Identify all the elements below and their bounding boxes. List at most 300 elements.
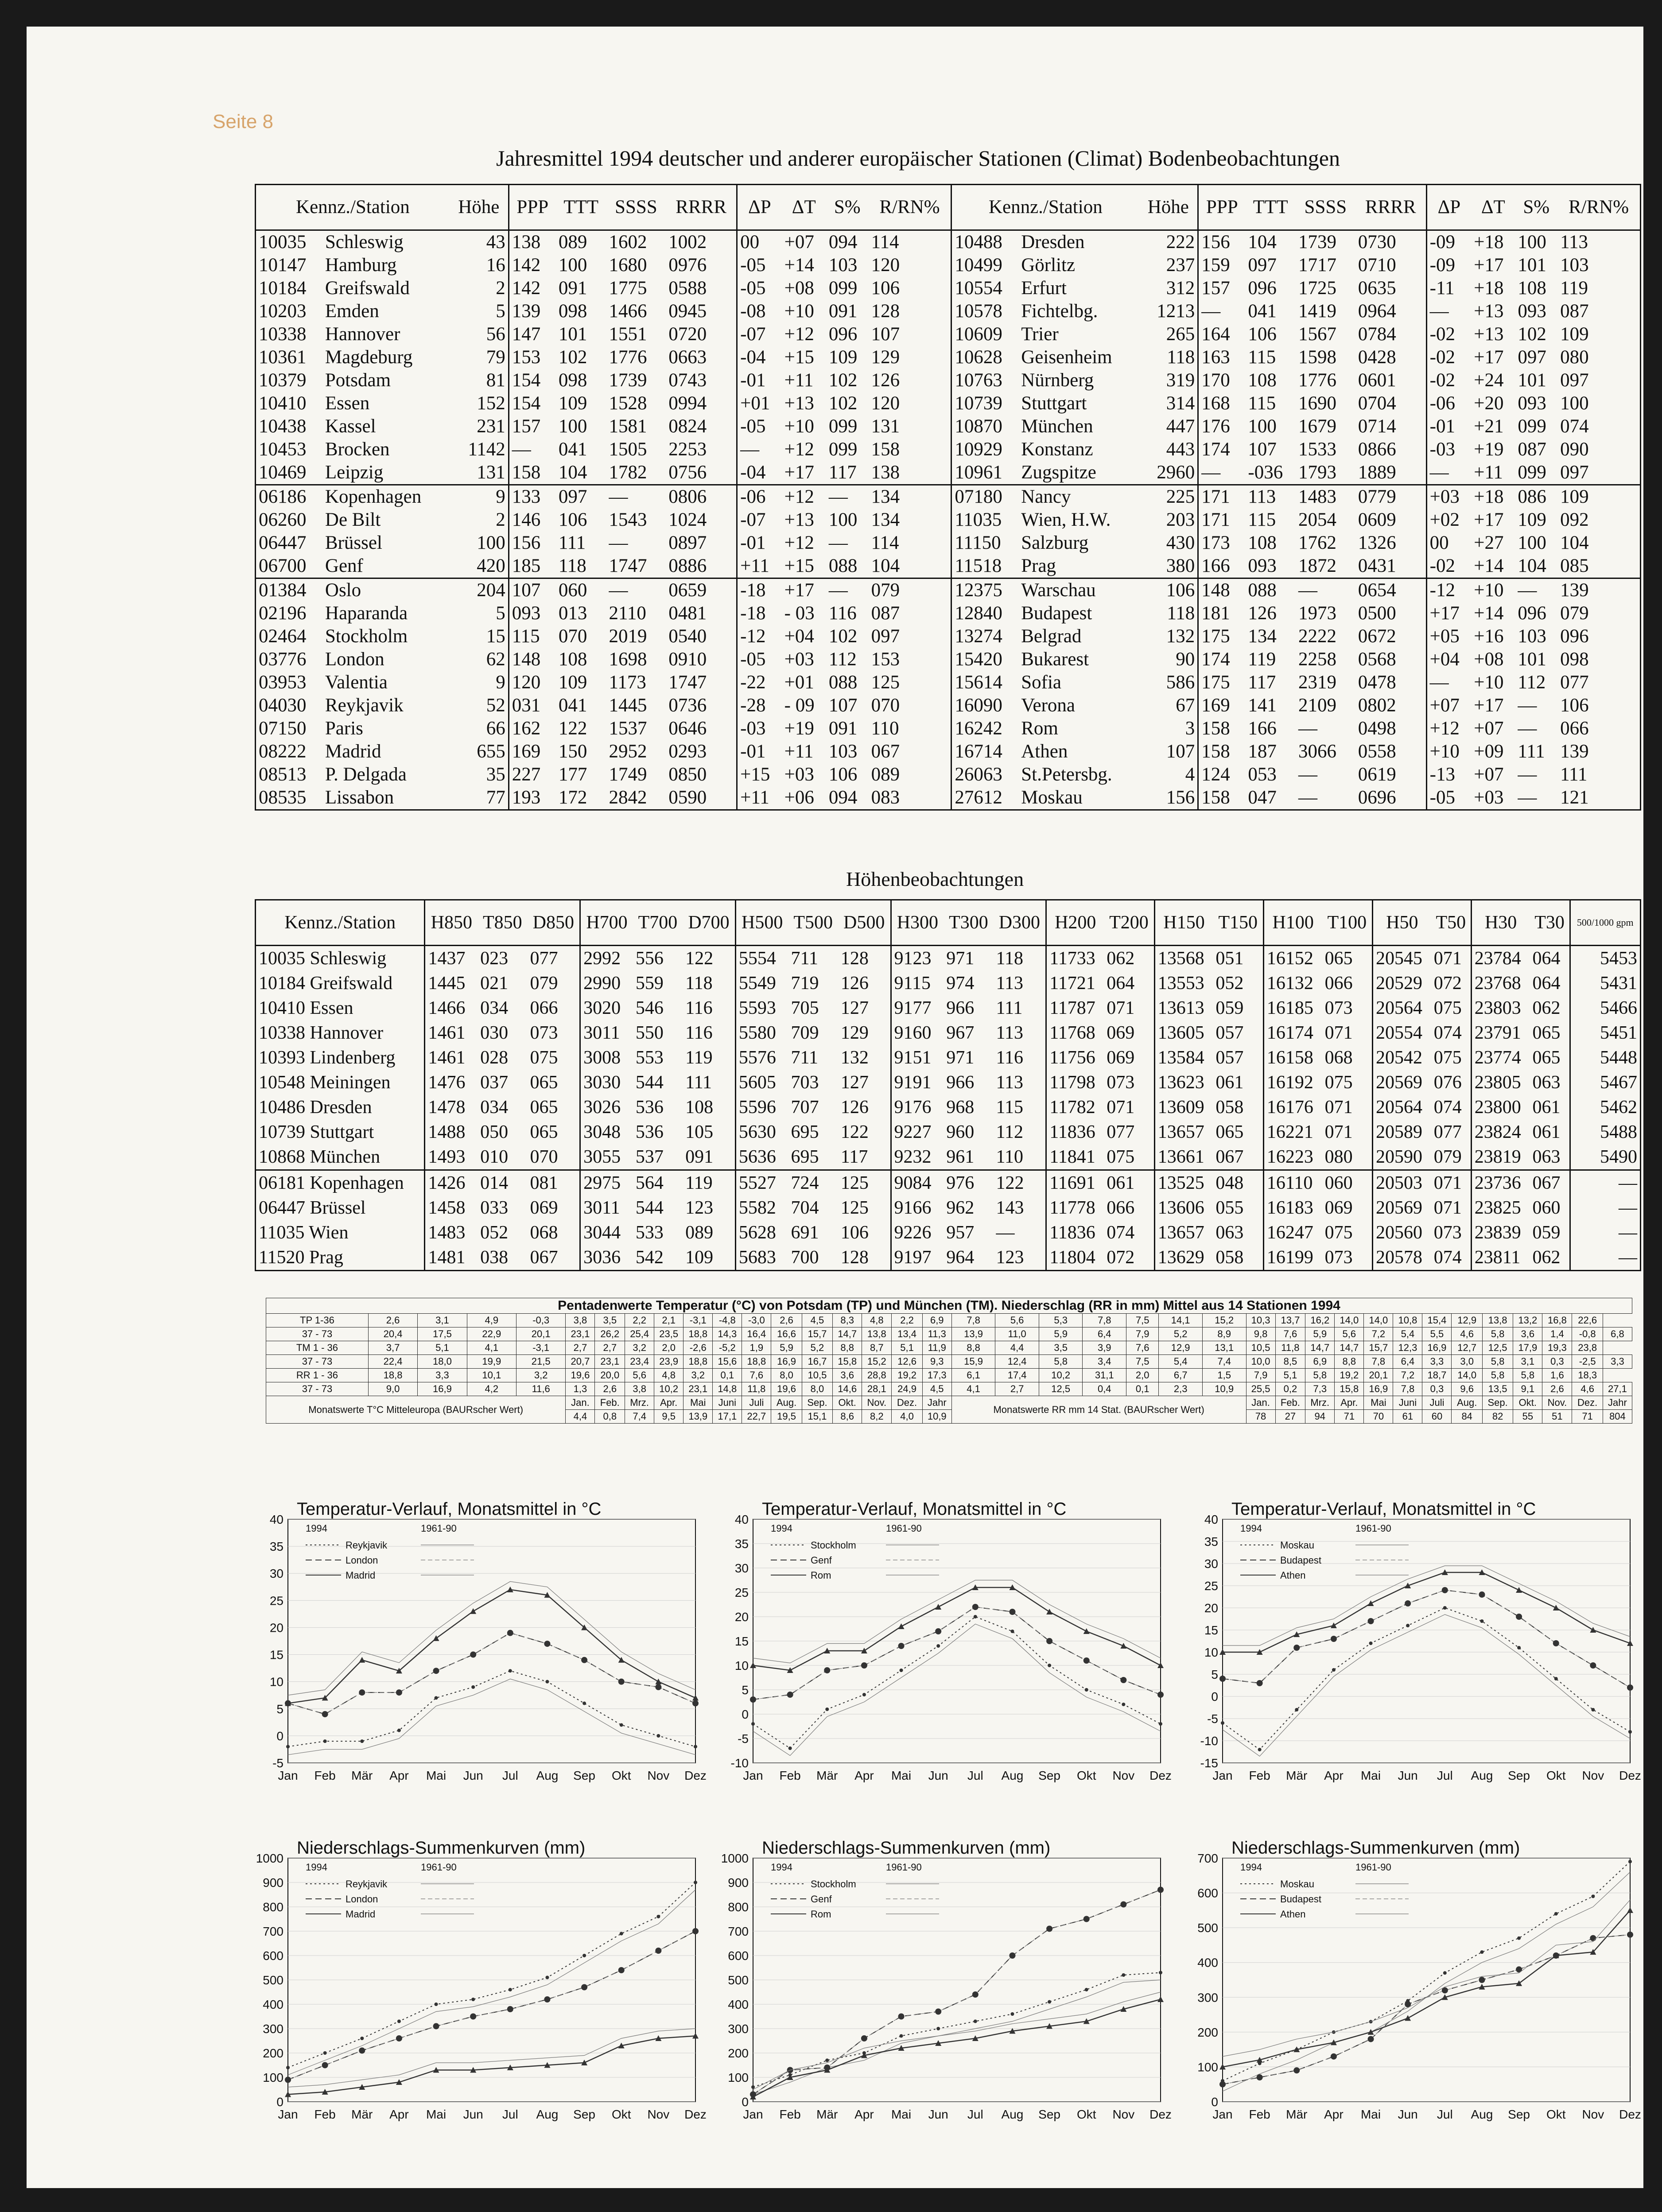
boden-cell: -18 — [737, 602, 782, 625]
data-point — [507, 2006, 513, 2012]
boden-cell: 06447 — [259, 532, 307, 553]
data-point — [692, 1928, 699, 1934]
hoehen-cell: 1461 — [425, 1021, 478, 1045]
hoehen-cell: 16223 — [1263, 1145, 1322, 1170]
boden-cell: -07 — [737, 508, 782, 532]
data-point — [1331, 2053, 1337, 2060]
hoehen-cell: 1426 — [425, 1170, 478, 1196]
boden-cell: 097 — [1518, 347, 1546, 368]
boden-cell: 3066 — [1298, 741, 1337, 762]
hoehen-row — [256, 1220, 1641, 1245]
x-tick-label: Jun — [463, 1769, 483, 1782]
series-line-rom — [753, 1999, 1161, 2097]
hoehen-cell: 23800 — [1471, 1095, 1530, 1120]
boden-cell: 100 — [1518, 232, 1546, 252]
boden-cell: 153 — [509, 346, 556, 369]
hoehen-cell: 9123 — [891, 946, 944, 971]
y-tick-label: 700 — [263, 1925, 283, 1938]
boden-cell: 0710 — [1358, 255, 1396, 276]
data-point — [656, 1734, 660, 1738]
hoehen-cell: 711 — [791, 1048, 818, 1068]
monthly-rr-month: Okt. — [1513, 1396, 1542, 1410]
penta-cell: 7,6 — [1126, 1341, 1159, 1355]
data-point — [1048, 1664, 1051, 1667]
legend-header-normal: 1961-90 — [421, 1523, 457, 1534]
boden-cell: 158 — [871, 439, 900, 460]
boden-header: ΔT — [782, 185, 826, 230]
penta-cell: 12,4 — [995, 1355, 1039, 1369]
boden-cell: 312 — [1166, 278, 1195, 299]
hoehen-cell: 5630 — [735, 1120, 788, 1145]
boden-cell: 031 — [509, 694, 556, 717]
penta-cell: 14,7 — [833, 1327, 862, 1341]
x-tick-label: Sep — [1038, 1769, 1061, 1782]
hoehen-cell: 058 — [1215, 1247, 1244, 1268]
y-tick-label: 25 — [1204, 1579, 1218, 1593]
hoehen-cell: 11787 — [1046, 996, 1104, 1021]
penta-cell: 12,9 — [1159, 1341, 1203, 1355]
penta-cell: 28,8 — [862, 1369, 892, 1382]
hoehen-cell: 11035 Wien — [259, 1222, 349, 1243]
boden-cell: 134 — [1248, 626, 1277, 647]
y-tick-label: 800 — [728, 1900, 749, 1914]
y-tick-label: 5 — [276, 1702, 283, 1716]
y-tick-label: 600 — [1197, 1886, 1218, 1900]
hoehen-cell: 061 — [1104, 1170, 1154, 1196]
boden-cell: 168 — [1198, 392, 1246, 415]
boden-cell: 204 — [450, 578, 509, 602]
boden-cell: 171 — [1198, 485, 1246, 509]
boden-cell: Stuttgart — [1021, 393, 1087, 414]
x-tick-label: Jul — [1437, 1769, 1453, 1782]
penta-cell: 5,8 — [1305, 1369, 1335, 1382]
boden-cell: 1739 — [1298, 232, 1337, 252]
data-point — [1368, 1618, 1374, 1624]
boden-cell: 1872 — [1298, 555, 1337, 576]
data-point — [397, 1729, 401, 1732]
monthly-temp-month: Juli — [742, 1396, 771, 1410]
hoehen-cell: 11520 Prag — [259, 1247, 343, 1268]
monthly-rr-value: 71 — [1335, 1410, 1364, 1424]
penta-cell: 16,6 — [771, 1327, 802, 1341]
boden-cell: 158 — [1198, 717, 1246, 740]
hoehen-cell: 11721 — [1046, 971, 1104, 996]
monthly-temp-month: Dez. — [892, 1396, 922, 1410]
monthly-temp-value: 22,7 — [742, 1410, 771, 1424]
boden-cell: 10609 — [951, 323, 1018, 346]
boden-cell: 109 — [558, 672, 587, 693]
hoehen-cell: 3055 — [580, 1145, 633, 1170]
x-tick-label: Nov — [647, 1769, 670, 1782]
boden-cell: 1698 — [609, 649, 647, 670]
hoehen-cell: 126 — [840, 973, 869, 993]
series-line-genf — [753, 1607, 1161, 1700]
boden-cell: 103 — [1560, 255, 1589, 276]
x-tick-label: Feb — [779, 2107, 801, 2121]
boden-cell: 104 — [558, 462, 587, 483]
hoehen-cell: 143 — [996, 1198, 1024, 1218]
monthly-temp-month: Jan. — [566, 1396, 595, 1410]
boden-cell: 121 — [1560, 787, 1589, 808]
penta-cell: 4,5 — [922, 1382, 951, 1396]
hoehen-header: T850 — [478, 900, 527, 946]
data-point — [1083, 1916, 1090, 1922]
boden-cell: 115 — [1248, 509, 1276, 530]
boden-header: RRRR — [1355, 185, 1426, 230]
hoehen-cell: 132 — [840, 1048, 869, 1068]
boden-cell: 0478 — [1358, 672, 1396, 693]
boden-cell: Paris — [325, 718, 363, 739]
data-point — [396, 1689, 402, 1696]
penta-cell: 9,6 — [1452, 1382, 1482, 1396]
hoehen-cell: 9227 — [891, 1120, 944, 1145]
hoehen-cell: 23803 — [1471, 996, 1530, 1021]
hoehen-cell: 079 — [530, 973, 558, 993]
boden-cell: 1793 — [1298, 462, 1337, 483]
boden-cell: 060 — [556, 578, 606, 602]
hoehen-cell: 16158 — [1263, 1045, 1322, 1070]
boden-cell: 314 — [1166, 393, 1195, 414]
boden-cell: 156 — [1166, 787, 1195, 808]
boden-cell: +18 — [1474, 278, 1504, 299]
hoehen-cell: — — [1570, 1170, 1640, 1196]
hoehen-cell: 116 — [685, 1023, 713, 1043]
y-tick-label: 500 — [263, 1973, 283, 1987]
penta-cell: 16,9 — [1422, 1341, 1452, 1355]
boden-cell: -02 — [1426, 346, 1471, 369]
chart-title: Temperatur-Verlauf, Monatsmittel in °C — [762, 1499, 1067, 1519]
boden-cell: 16714 — [951, 740, 1018, 763]
penta-cell: 12,3 — [1393, 1341, 1422, 1355]
penta-cell: 23,1 — [595, 1355, 625, 1369]
boden-cell: 0431 — [1358, 555, 1396, 576]
boden-row — [256, 438, 1641, 461]
hoehen-cell: 9232 — [891, 1145, 944, 1170]
boden-cell: — — [1298, 718, 1318, 739]
penta-cell: 16,7 — [802, 1355, 832, 1369]
hoehen-cell: 5628 — [735, 1220, 788, 1245]
data-point — [972, 1991, 979, 1998]
boden-cell: +08 — [1474, 649, 1504, 670]
hoehen-cell: 069 — [1324, 1198, 1353, 1218]
hoehen-cell: 966 — [946, 1072, 975, 1093]
boden-cell: 122 — [558, 718, 587, 739]
boden-cell: 2222 — [1298, 626, 1337, 647]
penta-cell: 1,5 — [1202, 1369, 1246, 1382]
pentadenwerte-table — [266, 1298, 1632, 1424]
boden-row — [256, 671, 1641, 694]
boden-cell: 087 — [1518, 439, 1546, 460]
chart-svg — [721, 1838, 1172, 2133]
data-point — [507, 1630, 513, 1636]
boden-cell: 159 — [1198, 254, 1246, 277]
hoehen-cell: — — [1570, 1245, 1640, 1271]
penta-cell: 2,6 — [1542, 1382, 1572, 1396]
hoehen-cell: 071 — [1107, 1097, 1135, 1118]
boden-cell: 110 — [871, 718, 899, 739]
monthly-temp-month: Okt. — [833, 1396, 862, 1410]
penta-cell: 19,6 — [771, 1382, 802, 1396]
boden-cell: 097 — [871, 626, 900, 647]
normal-line-budapest — [1223, 1935, 1630, 2084]
penta-cell: 17,3 — [922, 1369, 951, 1382]
hoehen-cell: 724 — [788, 1170, 838, 1196]
y-tick-label: 35 — [734, 1537, 749, 1551]
y-tick-label: 600 — [263, 1949, 283, 1963]
boden-cell: 113 — [1560, 232, 1588, 252]
penta-cell: 2,0 — [654, 1341, 683, 1355]
hoehen-header: H30 — [1471, 900, 1530, 946]
boden-cell: -02 — [1426, 369, 1471, 392]
boden-cell: 1173 — [609, 672, 646, 693]
penta-cell: 9,1 — [1513, 1382, 1542, 1396]
penta-cell: 12,7 — [1452, 1341, 1482, 1355]
penta-cell: 7,2 — [1364, 1327, 1393, 1341]
penta-cell: 5,1 — [418, 1341, 467, 1355]
boden-cell: 174 — [1198, 438, 1246, 461]
y-tick-label: 5 — [1211, 1668, 1218, 1681]
boden-cell: 10499 — [951, 254, 1018, 277]
hoehen-header: H100 — [1263, 900, 1322, 946]
boden-cell: 114 — [871, 532, 899, 553]
boden-cell: 1142 — [468, 439, 505, 460]
data-point — [1627, 1932, 1633, 1938]
boden-cell: 2960 — [1157, 462, 1195, 483]
hoehen-cell: 967 — [946, 1023, 975, 1043]
penta-cell: 5,8 — [1482, 1355, 1513, 1369]
boden-cell: +20 — [1474, 393, 1504, 414]
boden-cell: — — [1426, 300, 1471, 323]
boden-cell: 080 — [1560, 347, 1589, 368]
penta-cell: 18,0 — [418, 1355, 467, 1369]
boden-cell: +17 — [1474, 509, 1504, 530]
penta-cell: 5,5 — [1422, 1327, 1452, 1341]
boden-row — [256, 300, 1641, 323]
penta-cell: 5,6 — [995, 1314, 1039, 1327]
hoehen-cell: 115 — [996, 1097, 1023, 1118]
penta-cell: 7,5 — [1126, 1314, 1159, 1327]
monthly-temp-value: 4,4 — [566, 1410, 595, 1424]
boden-cell: -18 — [737, 578, 782, 602]
hoehen-cell: 065 — [530, 1097, 558, 1118]
chart-1 — [261, 1499, 707, 1796]
hoehen-cell: 16183 — [1263, 1195, 1322, 1220]
hoehen-cell: 113 — [996, 973, 1023, 993]
boden-cell: 2054 — [1298, 509, 1337, 530]
penta-cell: 8,5 — [1275, 1355, 1305, 1369]
hoehen-header: T100 — [1322, 900, 1373, 946]
boden-cell: 02196 — [259, 603, 307, 624]
hoehen-cell: 068 — [530, 1222, 558, 1243]
penta-cell: 23,9 — [654, 1355, 683, 1369]
penta-cell: -3,0 — [742, 1314, 771, 1327]
boden-cell: Erfurt — [1021, 278, 1067, 299]
chart-6 — [1196, 1838, 1641, 2135]
boden-cell: 107 — [1248, 439, 1277, 460]
penta-cell: 3,4 — [1083, 1355, 1126, 1369]
chart-svg — [726, 1499, 1172, 1794]
data-point — [582, 1702, 586, 1705]
boden-cell: 237 — [1166, 255, 1195, 276]
boden-cell: — — [1518, 718, 1537, 739]
x-tick-label: Mär — [351, 2107, 373, 2121]
hoehen-cell: 119 — [685, 1048, 713, 1068]
hoehen-cell: 5582 — [735, 1195, 788, 1220]
boden-row — [256, 369, 1641, 392]
boden-cell: 0646 — [668, 718, 707, 739]
boden-cell: 099 — [828, 416, 858, 437]
boden-cell: 1680 — [609, 255, 647, 276]
hoehen-cell: 5527 — [735, 1170, 788, 1196]
x-tick-label: Sep — [573, 2107, 596, 2121]
y-tick-label: 20 — [1204, 1601, 1218, 1615]
monthly-rr-month: Nov. — [1542, 1396, 1572, 1410]
chart-svg — [1196, 1838, 1641, 2133]
penta-cell: 16,8 — [1542, 1314, 1572, 1327]
x-tick-label: Nov — [647, 2107, 670, 2121]
data-point — [1122, 1703, 1125, 1706]
legend-label: Reykjavik — [346, 1540, 388, 1551]
boden-cell: 093 — [1248, 555, 1277, 576]
boden-cell: 26063 — [951, 763, 1018, 786]
boden-cell: 10739 — [951, 392, 1018, 415]
hoehen-row — [256, 1021, 1641, 1045]
boden-cell: +11 — [784, 370, 814, 391]
penta-cell: 10,5 — [1246, 1341, 1275, 1355]
hoehen-header: 500/1000 gpm — [1570, 900, 1640, 946]
hoehen-cell: 075 — [1324, 1072, 1353, 1093]
normal-line-budapest — [1223, 1590, 1630, 1688]
hoehen-cell: 062 — [1107, 948, 1135, 969]
boden-cell: 11035 — [951, 508, 1018, 532]
hoehen-cell: 3011 — [580, 1195, 633, 1220]
hoehen-header: H50 — [1373, 900, 1431, 946]
boden-cell: 0784 — [1358, 324, 1396, 345]
boden-cell: 154 — [509, 369, 556, 392]
hoehen-cell: 23825 — [1471, 1195, 1530, 1220]
penta-cell: -3,1 — [516, 1341, 565, 1355]
boden-cell: +14 — [1474, 555, 1504, 576]
boden-cell: 100 — [558, 416, 587, 437]
boden-cell: 086 — [1515, 485, 1557, 509]
boden-cell: 06700 — [259, 555, 307, 576]
boden-cell: 148 — [1198, 578, 1246, 602]
y-tick-label: 30 — [734, 1561, 749, 1575]
monthly-temp-label: Monatswerte T°C Mitteleuropa (BAURscher Wert) — [266, 1396, 566, 1424]
boden-cell: 0779 — [1355, 485, 1426, 509]
boden-cell: 1445 — [609, 695, 647, 716]
boden-cell: 097 — [556, 485, 606, 509]
data-point — [750, 1696, 756, 1703]
hoehen-cell: 066 — [1324, 973, 1353, 993]
penta-cell: 8,0 — [771, 1369, 802, 1382]
boden-cell: 2258 — [1298, 649, 1337, 670]
hoehen-cell: 064 — [1532, 948, 1561, 969]
boden-cell: 420 — [477, 555, 505, 576]
boden-cell: 098 — [558, 370, 587, 391]
boden-cell: -07 — [737, 323, 782, 346]
boden-cell: +18 — [1471, 485, 1515, 509]
hoehen-cell: 10035 Schleswig — [259, 948, 387, 969]
hoehen-cell: 20589 — [1373, 1120, 1431, 1145]
hoehen-cell: 16176 — [1263, 1095, 1322, 1120]
hoehen-cell: 067 — [1215, 1147, 1244, 1167]
boden-cell: 097 — [1560, 370, 1589, 391]
penta-cell: 16,4 — [742, 1327, 771, 1341]
y-tick-label: 600 — [728, 1949, 749, 1963]
data-point — [433, 2023, 439, 2030]
boden-cell: 0663 — [668, 347, 707, 368]
boden-cell: 11518 — [951, 555, 1018, 578]
x-tick-label: Nov — [1582, 2107, 1604, 2121]
penta-cell: 1,3 — [566, 1382, 595, 1396]
data-point — [1257, 1680, 1263, 1686]
penta-cell: 37 - 73 — [266, 1355, 369, 1369]
boden-cell: 1002 — [668, 232, 707, 252]
boden-cell: +17 — [1426, 602, 1471, 625]
boden-cell: Kassel — [325, 416, 376, 437]
boden-cell: 100 — [1560, 393, 1589, 414]
data-point — [1293, 1645, 1300, 1651]
penta-cell: 25,5 — [1246, 1382, 1275, 1396]
penta-cell: 6,7 — [1159, 1369, 1203, 1382]
hoehen-cell: 034 — [480, 998, 509, 1018]
y-tick-label: 100 — [263, 2071, 283, 2084]
boden-cell: 097 — [1560, 462, 1589, 483]
boden-cell: 096 — [1518, 603, 1546, 624]
data-point — [1295, 1708, 1298, 1711]
hoehen-cell: 072 — [1107, 1247, 1135, 1268]
hoehen-cell: 068 — [1324, 1048, 1353, 1068]
hoehen-cell: 106 — [840, 1222, 869, 1243]
hoehen-cell: 125 — [838, 1170, 891, 1196]
y-tick-label: 40 — [1204, 1513, 1218, 1526]
hoehen-cell: 091 — [685, 1147, 714, 1167]
hoehen-header: T150 — [1213, 900, 1263, 946]
data-point — [692, 1700, 699, 1707]
legend-header-1994: 1994 — [1240, 1523, 1262, 1534]
x-tick-label: Jul — [967, 2107, 983, 2121]
hoehen-cell: 3026 — [580, 1095, 633, 1120]
boden-cell: +08 — [784, 278, 814, 299]
boden-cell: 9 — [496, 672, 505, 693]
boden-header: R/RN% — [869, 185, 951, 230]
x-tick-label: Mai — [1360, 1769, 1381, 1782]
boden-cell: London — [325, 649, 384, 670]
boden-cell: +17 — [1474, 255, 1504, 276]
penta-cell: 5,3 — [1039, 1314, 1083, 1327]
data-point — [1405, 2015, 1411, 2021]
data-point — [1157, 1887, 1164, 1893]
x-tick-label: Apr — [854, 1769, 874, 1782]
boden-cell: -01 — [737, 369, 782, 392]
hoehen-cell: 071 — [1433, 948, 1462, 969]
penta-cell: 18,8 — [368, 1369, 417, 1382]
penta-cell: 11,8 — [742, 1382, 771, 1396]
hoehen-cell: 074 — [1107, 1222, 1135, 1243]
y-tick-label: 400 — [263, 1998, 283, 2011]
boden-cell: Moskau — [1021, 787, 1083, 808]
hoehen-cell: 066 — [530, 998, 558, 1018]
hoehen-cell: 06447 Brüssel — [259, 1198, 366, 1218]
hoehen-cell: 976 — [944, 1170, 993, 1196]
boden-cell: +21 — [1474, 416, 1504, 437]
boden-cell: 02464 — [259, 626, 307, 647]
hoehen-cell: 069 — [530, 1198, 558, 1218]
hoehen-cell: 128 — [840, 1247, 869, 1268]
boden-cell: -01 — [1426, 415, 1471, 438]
data-point — [1332, 1668, 1336, 1672]
